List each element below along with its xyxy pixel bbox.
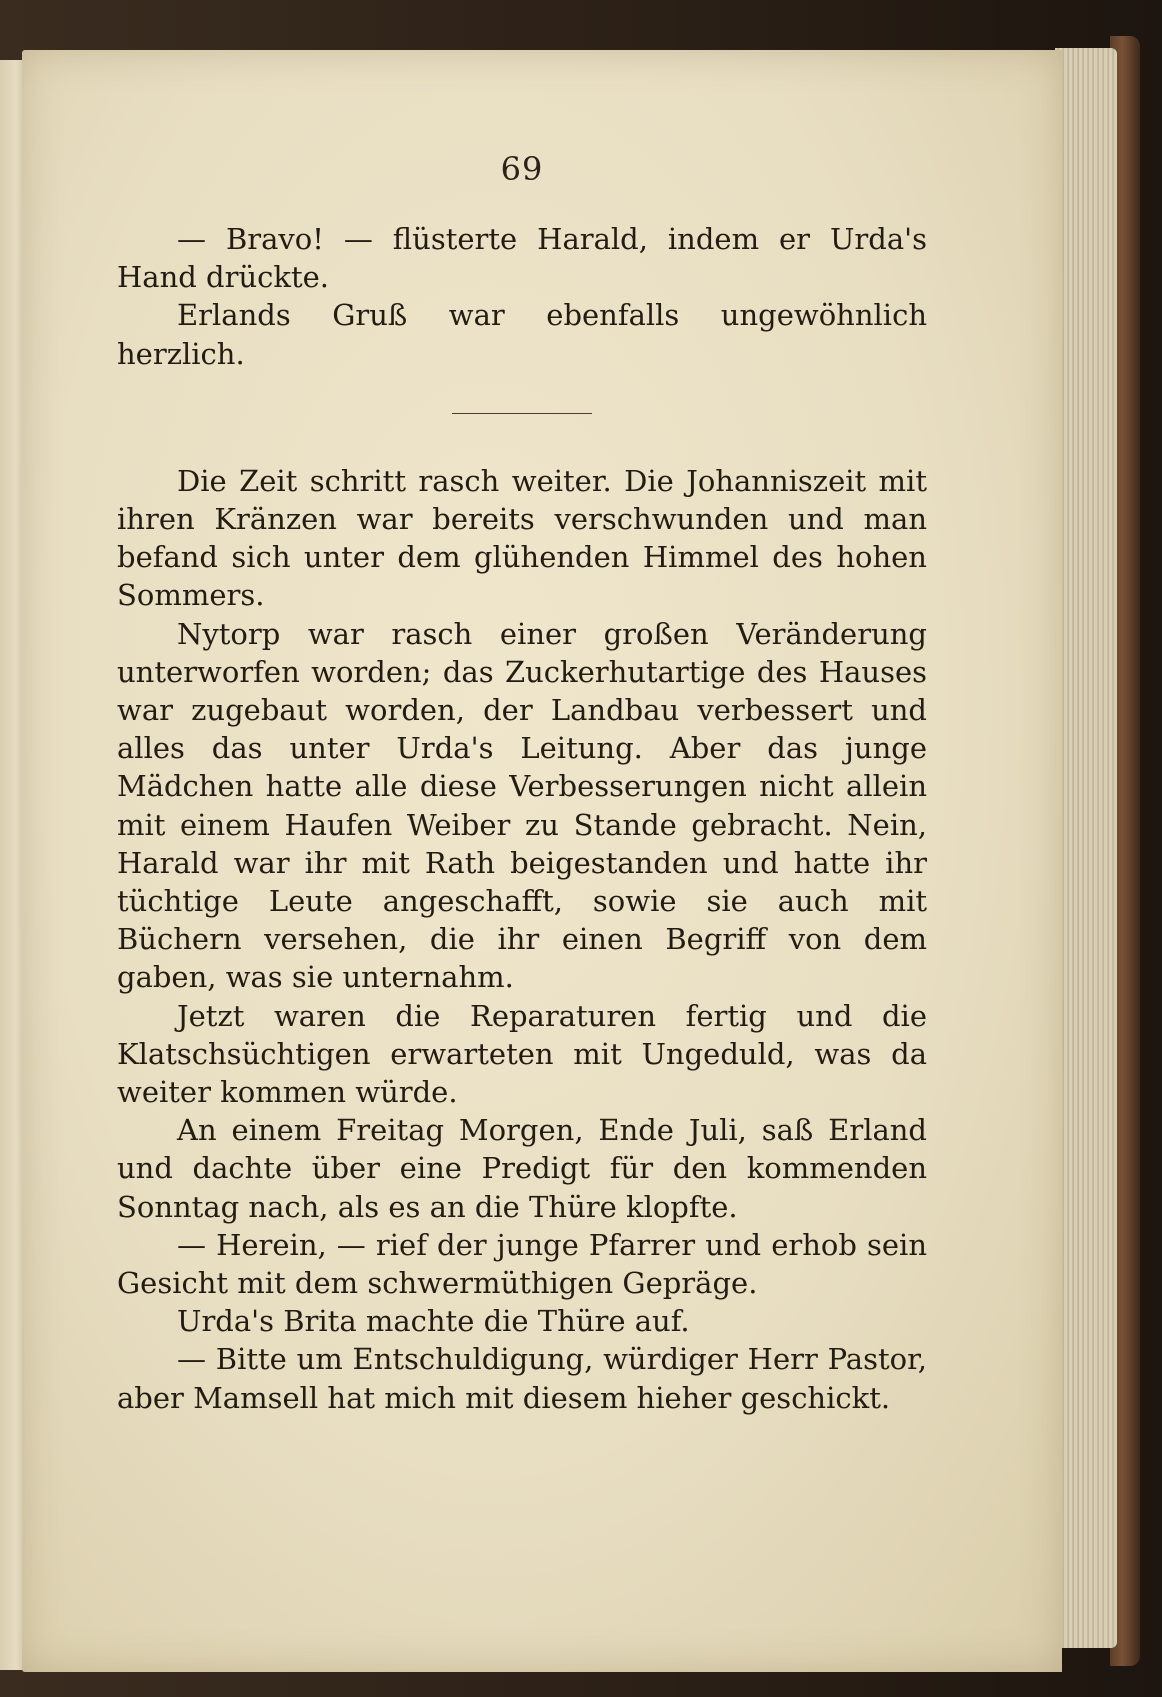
page-text (117, 220, 927, 1417)
page-stack-edges (1055, 48, 1117, 1648)
paragraph: — Herein, — rief der junge Pfarrer und erhob sein Gesicht mit dem schwermüthigen Gepräge. (117, 1227, 927, 1301)
paragraph: Die Zeit schritt rasch weiter. Die Johanniszeit mit ihren Kränzen war bereits verschwunden und man befand sich unter dem glühenden Himmel des hohen Sommers. (117, 463, 927, 613)
paragraph: — Bitte um Entschuldigung, würdiger Herr Pastor, aber Mamsell hat mich mit diesem hieher geschickt. (117, 1342, 927, 1415)
paragraph: Erlands Gruß war ebenfalls ungewöhnlich herzlich. (117, 298, 927, 371)
book-page (22, 50, 1062, 1672)
page-number: 69 (500, 150, 544, 188)
section-divider (452, 413, 592, 414)
paragraph: An einem Freitag Morgen, Ende Juli, saß Erland und dachte über eine Predigt für den kommenden Sonntag nach, als es an die Thüre klopfte. (117, 1113, 927, 1224)
paragraph: Urda's Brita machte die Thüre auf. (177, 1304, 690, 1339)
paragraph: — Bravo! — flüsterte Harald, indem er Urda's Hand drückte. (117, 222, 927, 295)
paragraph: Jetzt waren die Reparaturen fertig und die Klatschsüchtigen erwarteten mit Ungeduld, was da weiter kommen würde. (117, 998, 927, 1110)
paragraph: Nytorp war rasch einer großen Veränderung unterworfen worden; das Zuckerhutartige des Hauses war zugebaut worden, der Landbau verbessert und alles das unter Urda's Leitung. Aber das junge Mädchen hatte alle diese Verbesserungen nicht allein mit einem Haufen Weiber zu Stande gebracht. Nein, Harald war ihr mit Rath beigestanden und hatte ihr tüchtige Leute angeschafft, sowie sie auch mit Büchern versehen, die ihr einen Begriff von dem gaben, was sie unternahm. (117, 616, 927, 995)
